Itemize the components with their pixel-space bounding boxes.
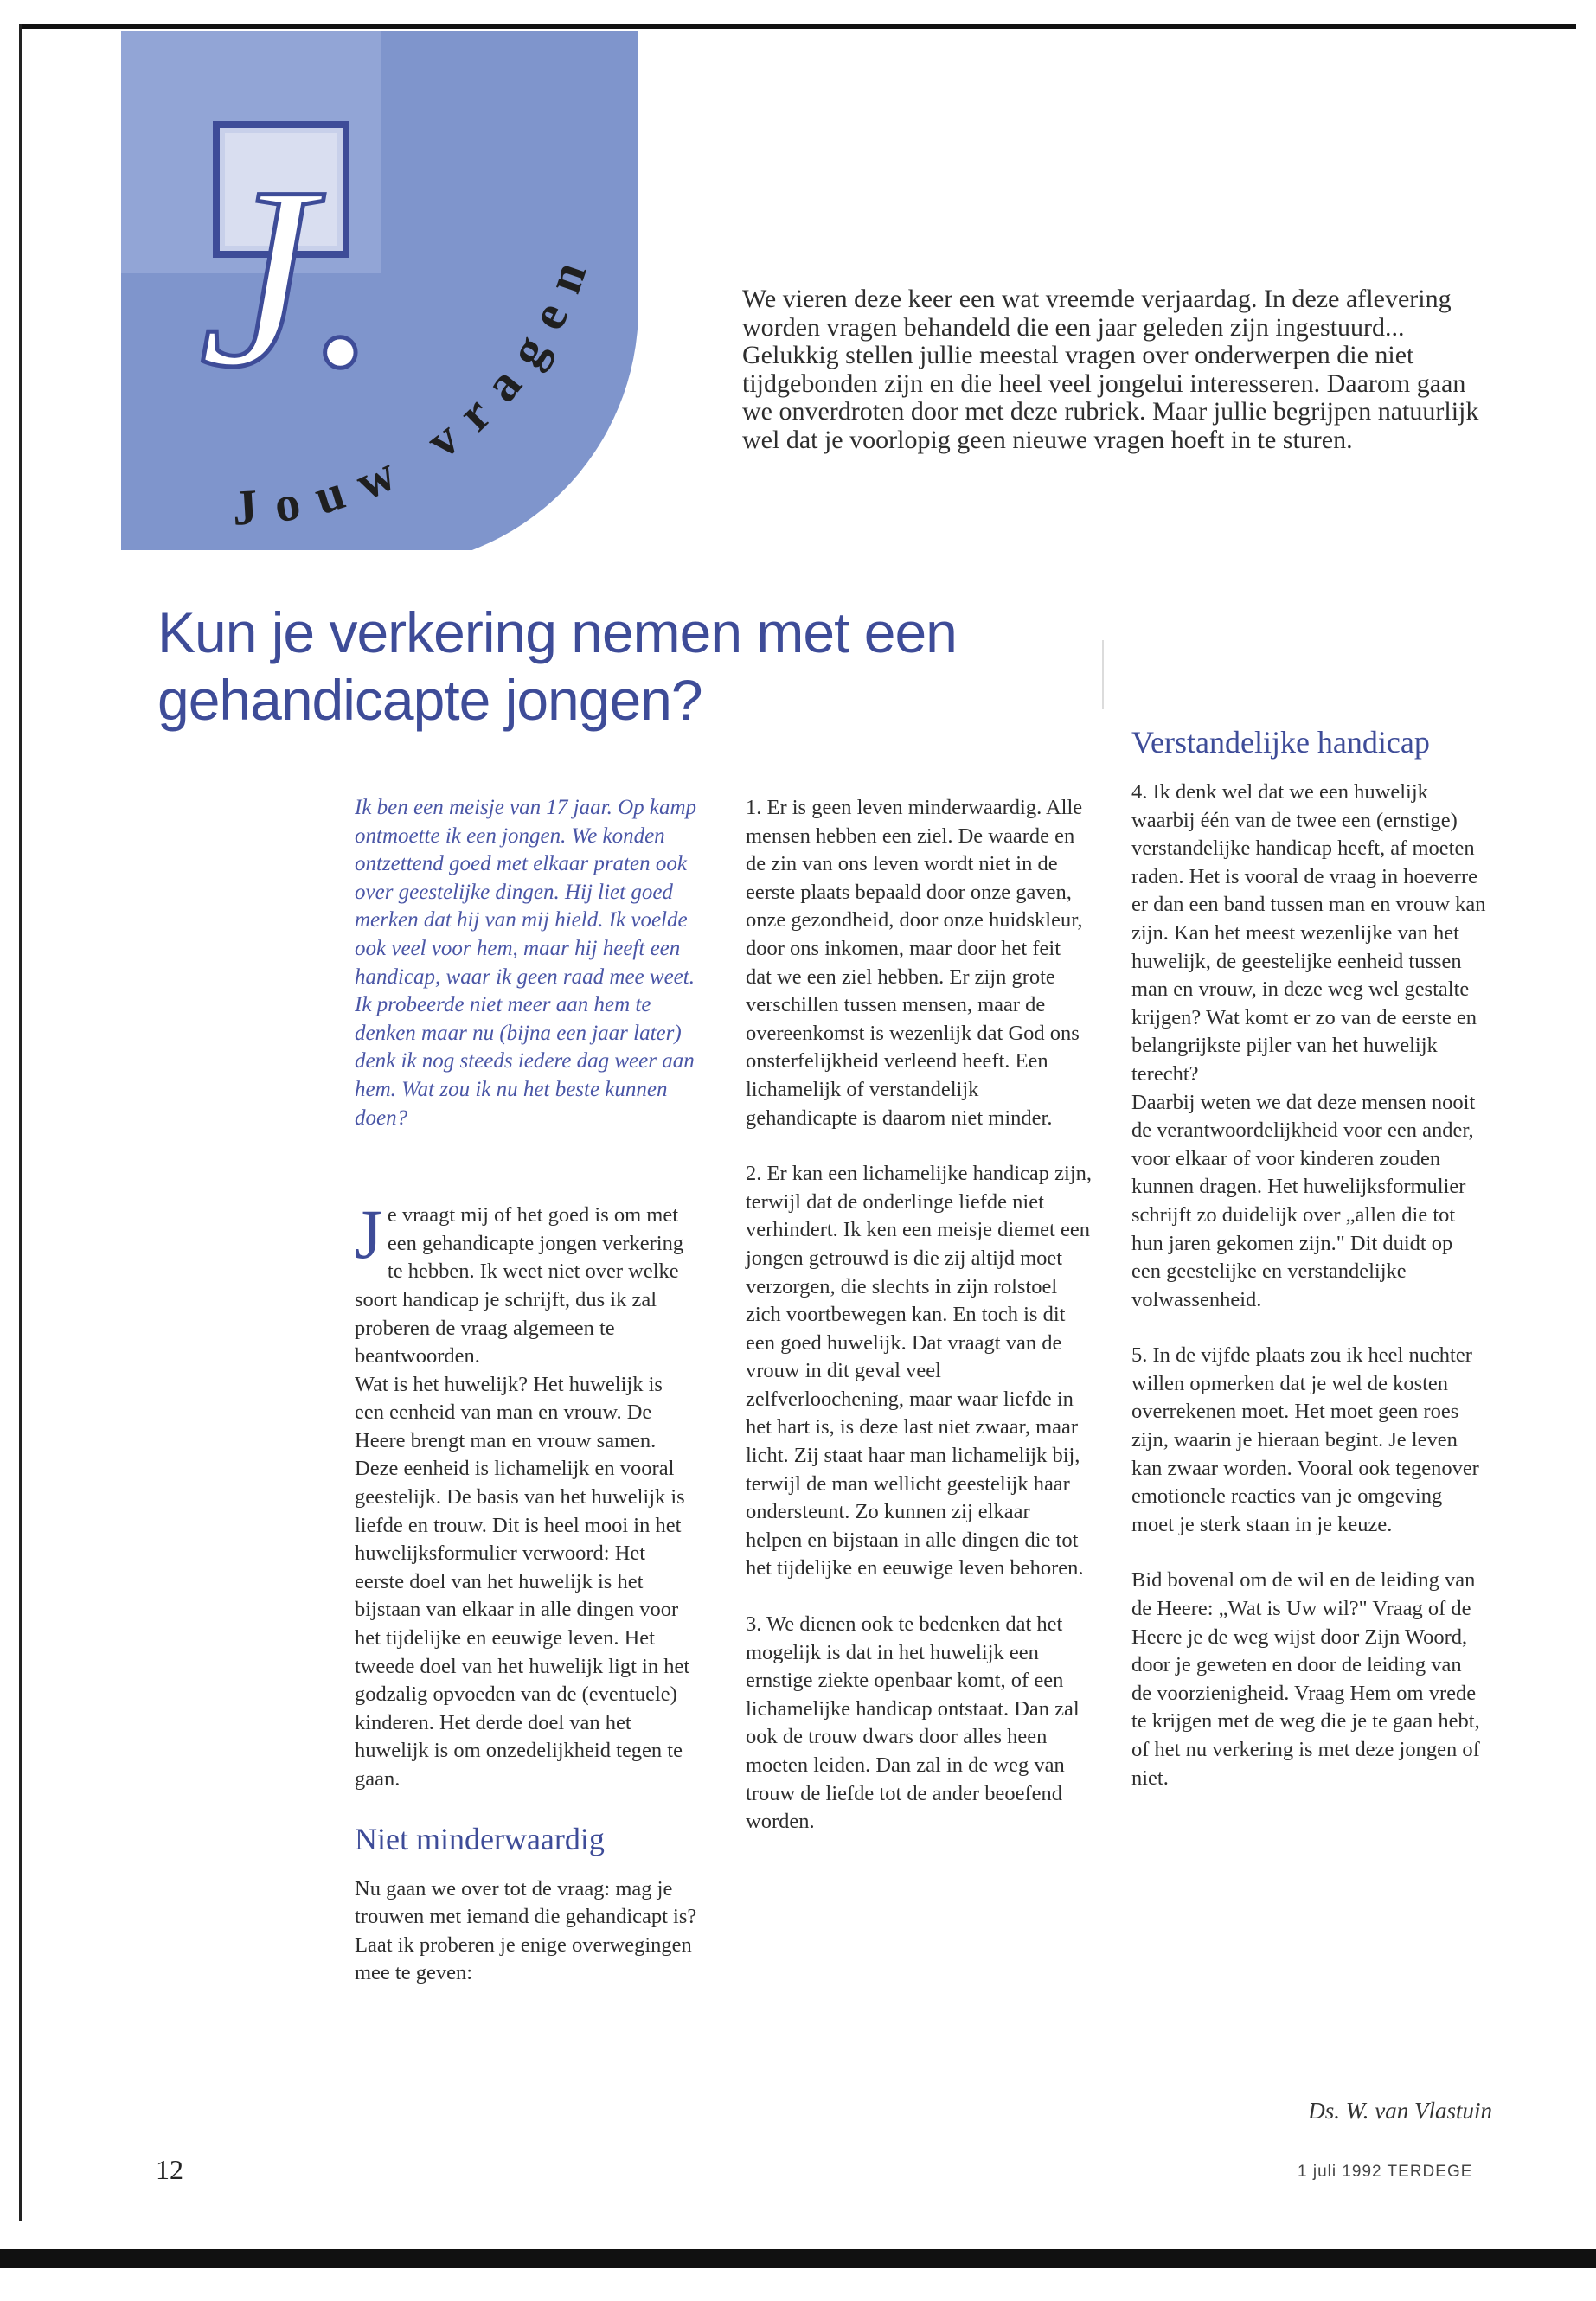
page-number: 12 (156, 2154, 183, 2185)
answer-point-2: 2. Er kan een lichamelijke handicap zijn, terwijl dat de onderlinge liefde niet verhindert. Ik ken een meisje diemet een jongen getrouwd is die zij altijd moet verzorgen, die slechts in zijn rolstoel zich voortbewegen kan. En toch is dit een goed huwelijk. Dat vraagt van de vrouw in dit geval veel zelfverloochening, maar waar liefde in het hart is, is deze last niet zwaar, maar licht. Zij staat haar man lichamelijk bij, terwijl de man wellicht geestelijk haar ondersteunt. Zo kunnen zij elkaar helpen en bijstaan in alle dingen die tot het tijdelijke en eeuwige leven behoren. (746, 1162, 1093, 1580)
answer-point-3: 3. We dienen ook te bedenken dat het mogelijk is dat in het huwelijk een ernstige ziekte openbaar komt, of een lichamelijke handicap ontstaat. Dan zal ook de trouw dwars door alles heen moeten leiden. Dan zal in de weg van trouw de liefde tot de ander beoefend worden. (746, 1612, 1080, 1834)
section-logo (121, 31, 675, 550)
subheading-niet-minderwaardig: Niet minderwaardig (355, 1821, 605, 1856)
article-column-1 (355, 794, 697, 2016)
answer-point-4-continued: Daarbij weten we dat deze mensen nooit de verantwoordelijkheid voor een ander, voor elkaar of voor kinderen zouden kunnen dragen. Het huwelijksformulier schrijft zo duidelijk over „allen die tot hun jaren gekomen zijn." Dit duidt op een geestelijke en verstandelijke volwassenheid. (1131, 1090, 1476, 1311)
column-divider (1102, 640, 1104, 709)
intro-paragraph: We vieren deze keer een wat vreemde verjaardag. In deze aflevering worden vragen behandeld die een jaar geleden zijn ingestuurd... Gelukkig stellen jullie meestal vragen over onderwerpen die niet tijdgebonden zijn en die heel veel jongelui interesseren. Daarom gaan we onverdroten door met deze rubriek. Maar jullie begrijpen natuurlijk wel dat je voorlopig geen nieuwe vragen hoeft in te sturen. (742, 285, 1479, 454)
answer-closing: Bid bovenal om de wil en de leiding van de Heere: „Wat is Uw wil?" Vraag of de Heere je de weg wijst door Zijn Woord, door je geweten en door de leiding van de voorzienigheid. Vraag Hem om vrede te krijgen met de weg die je te gaan hebt, of het nu verkering is met deze jongen of niet. (1131, 1568, 1480, 1790)
subheading-verstandelijke-handicap: Verstandelijke handicap (1131, 725, 1430, 760)
author-signature: Ds. W. van Vlastuin (1308, 2098, 1492, 2124)
page-top-border (19, 24, 1576, 29)
article-column-3 (1131, 626, 1486, 1820)
logo-label: Jouw vragen (230, 236, 604, 536)
answer-point-5: 5. In de vijfde plaats zou ik heel nuchter willen opmerken dat je wel de kosten overrekenen moet. Het moet geen roes zijn, waarin je hieraan begint. Je leven kan zwaar worden. Vooral ook tegenover emotionele reacties van je omgeving moet je sterk staan in je keuze. (1131, 1343, 1479, 1536)
page-left-border (19, 24, 22, 2221)
answer-point-4: 4. Ik denk wel dat we een huwelijk waarbij één van de twee een (ernstige) verstandelijke handicap heeft, af moeten raden. Het is vooral de vraag in hoeverre er dan een band tussen man en vrouw kan zijn. Kan het meest wezenlijke van het huwelijk, de geestelijke eenheid tussen man en vrouw, in deze weg wel gestalte krijgen? Wat komt er zo van de eerste en belangrijkste pijler van het huwelijk terecht? (1131, 780, 1486, 1086)
answer-paragraph-3: Nu gaan we over tot de vraag: mag je trouwen met iemand die gehandicapt is? Laat ik proberen je enige overwegingen mee te geven: (355, 1876, 697, 1985)
drop-cap: J (355, 1195, 382, 1274)
article-headline: Kun je verkering nemen met een gehandicapte jongen? (157, 600, 957, 732)
section-logo-graphic (121, 31, 675, 550)
reader-question: Ik ben een meisje van 17 jaar. Op kamp ontmoette ik een jongen. We konden ontzettend goed met elkaar praten ook over geestelijke dingen. Hij liet goed merken dat hij van mij hield. Ik voelde ook veel voor hem, maar hij heeft een handicap, waar ik geen raad mee weet. Ik probeerde niet meer aan hem te denken maar nu (bijna een jaar later) denk ik nog steeds iedere dag weer aan hem. Wat zou ik nu het beste kunnen doen? (355, 796, 697, 1130)
answer-paragraph-1 (355, 1195, 697, 1793)
answer-paragraph-1-text: e vraagt mij of het goed is om met een gehandicapte jongen verkering te hebben. Ik weet niet over welke soort handicap je schrijft, dus ik zal proberen de vraag algemeen te beantwoorden. (355, 1203, 684, 1368)
answer-paragraph-2: Wat is het huwelijk? Het huwelijk is een eenheid van man en vrouw. De Heere brengt man en vrouw samen. Deze eenheid is lichamelijk en vooral geestelijk. De basis van het huwelijk is liefde en trouw. Dit is heel mooi in het huwelijksformulier verwoord: Het eerste doel van het huwelijk is het bijstaan van elkaar in alle dingen voor het tijdelijke en eeuwige leven. Het tweede doel van het huwelijk ligt in het godzalig opvoeden van de (eventuele) kinderen. Het derde doel van het huwelijk is om onzedelijkheid tegen te gaan. (355, 1372, 690, 1791)
page-bottom-border (0, 2249, 1596, 2268)
column-3-spacer (1131, 626, 1486, 709)
article-column-2 (746, 794, 1092, 1864)
issue-footer: 1 juli 1992 TERDEGE (1298, 2163, 1473, 2181)
logo-letter: J. (199, 133, 380, 420)
answer-point-1: 1. Er is geen leven minderwaardig. Alle mensen hebben een ziel. De waarde en de zin van ons leven wordt niet in de eerste plaats bepaald door onze gaven, onze gezondheid, door onze huidskleur, door ons inkomen, maar door het feit dat we een ziel hebben. Er zijn grote verschillen tussen mensen, maar de overeenkomst is wezenlijk dat God ons onsterfelijkheid verleend heeft. Een lichamelijk of verstandelijk gehandicapte is daarom niet minder. (746, 796, 1083, 1130)
